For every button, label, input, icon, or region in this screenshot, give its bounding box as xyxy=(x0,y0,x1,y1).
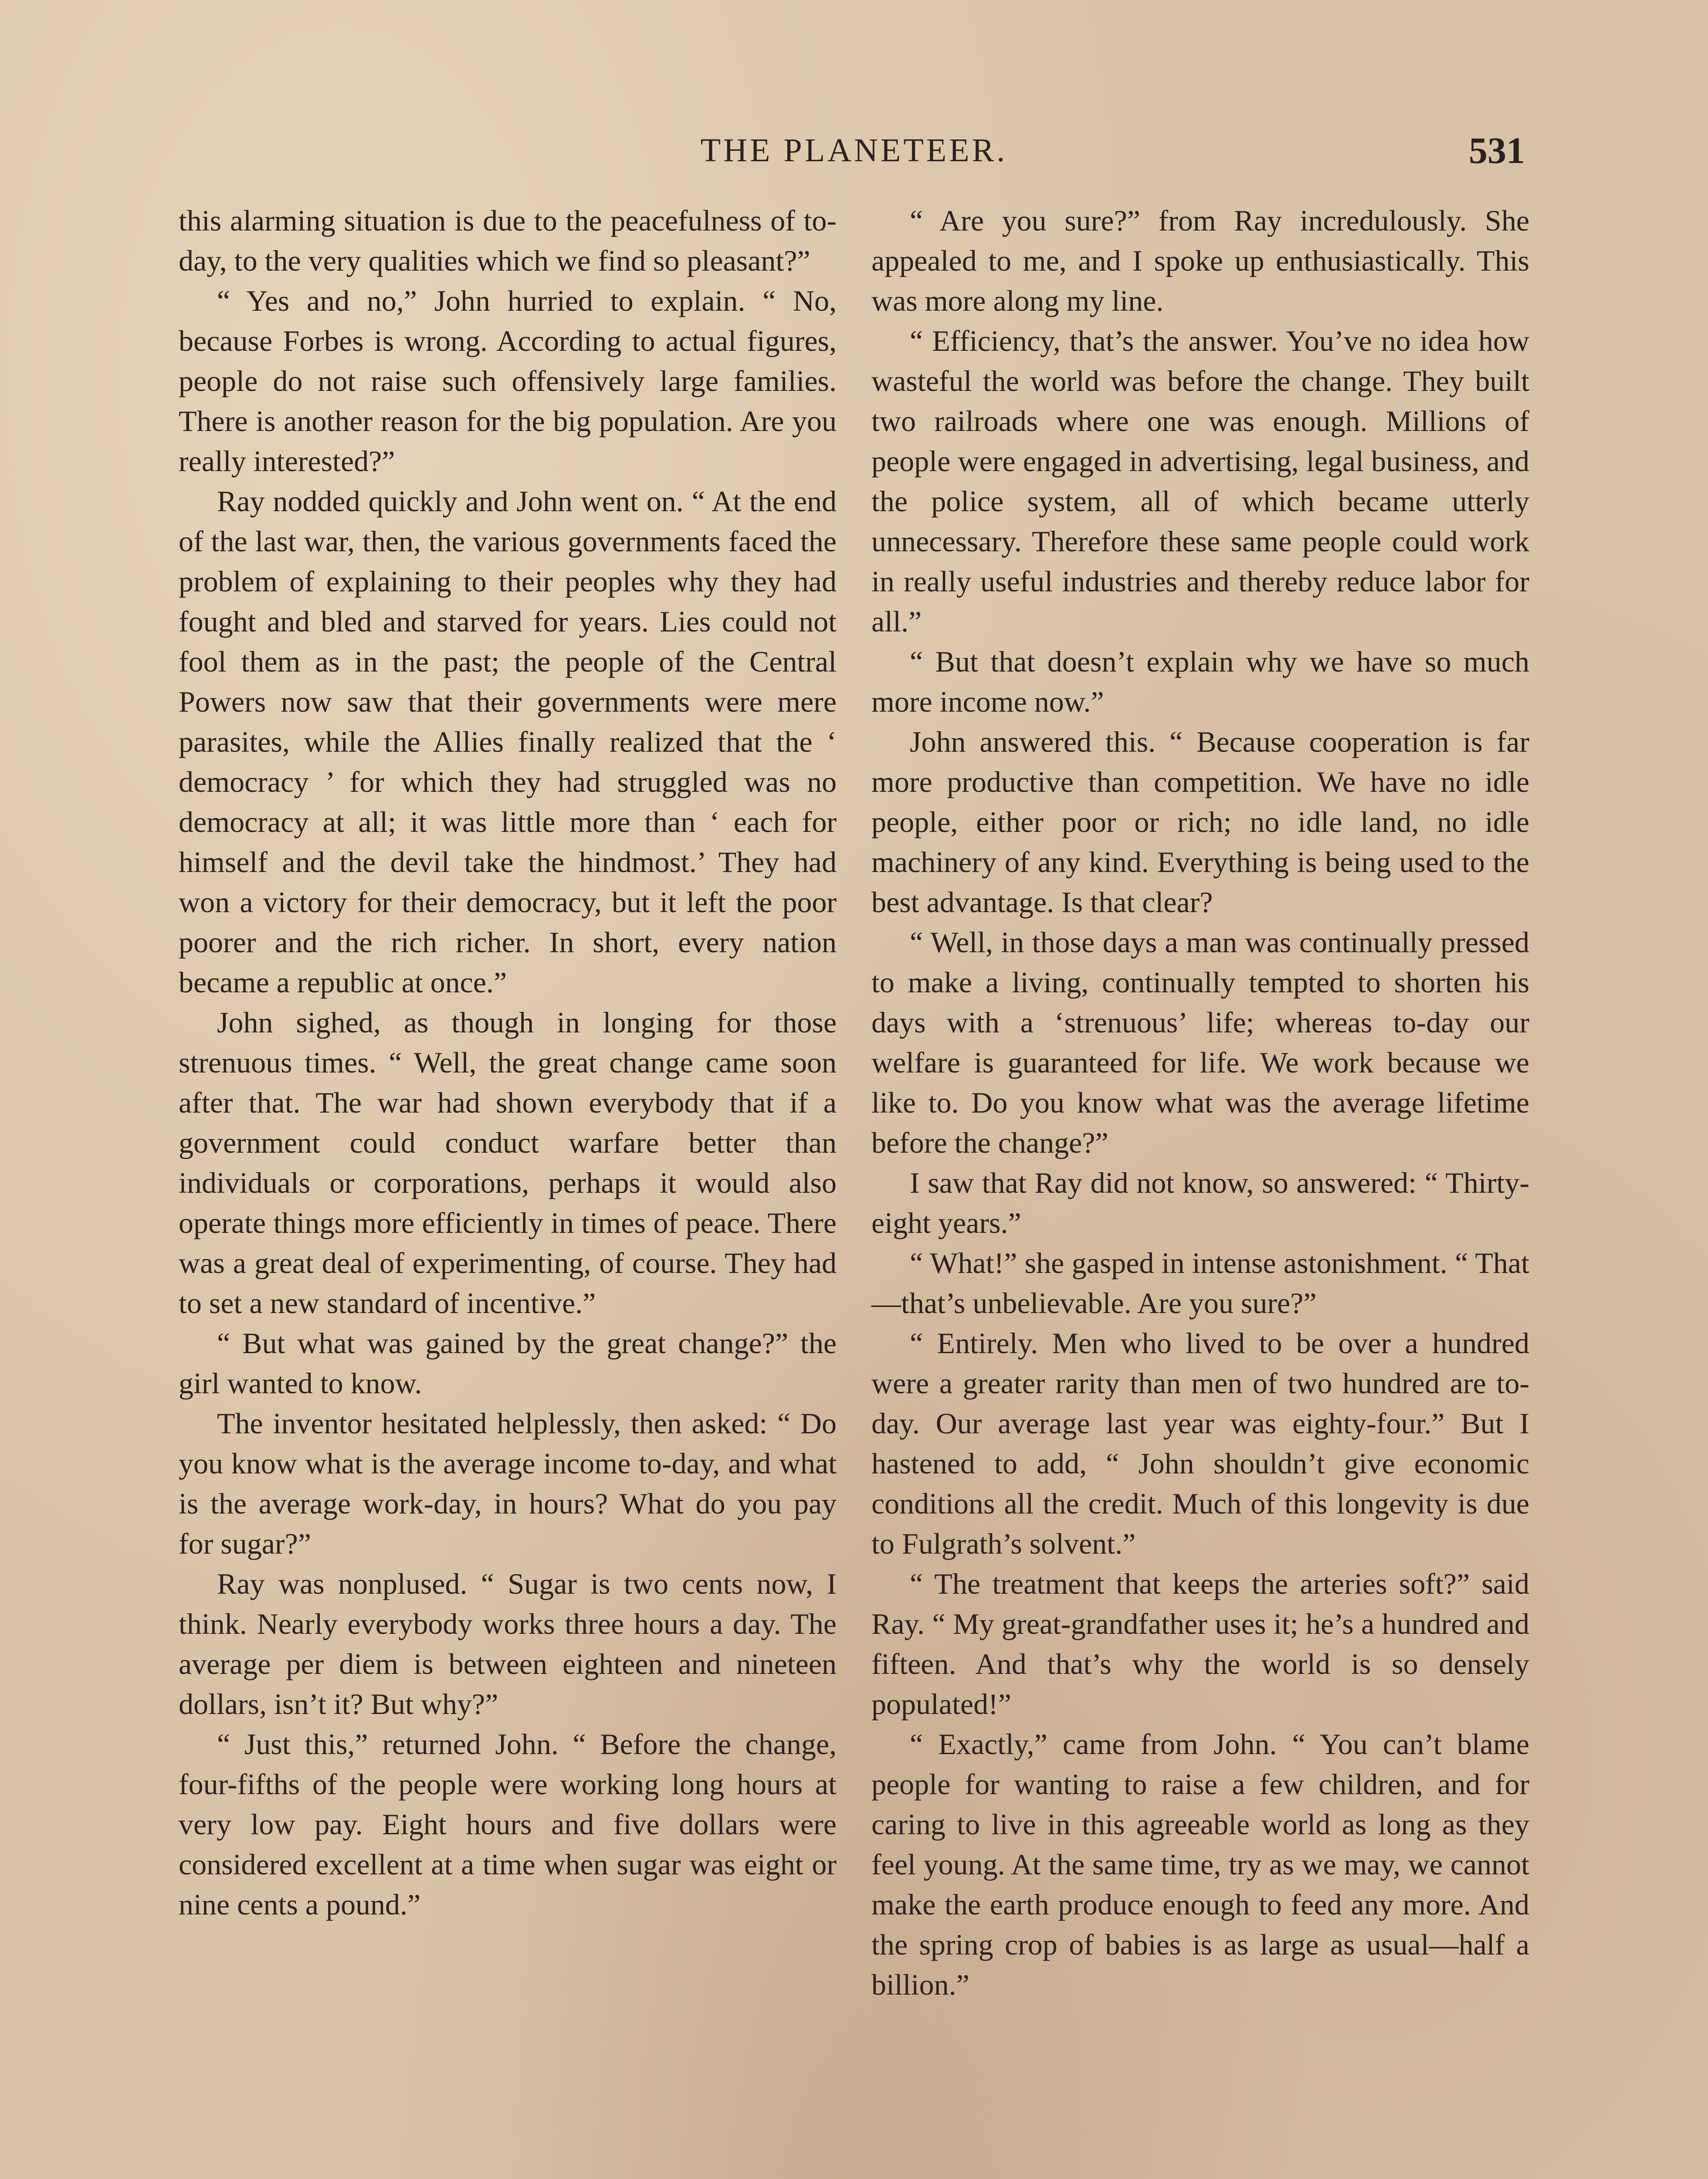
paragraph: “ But what was gained by the great change?” the girl wanted to know. xyxy=(179,1327,837,1400)
paragraph: this alarming situation is due to the peacefulness of to-day, to the very qualities which we find so pleasant?” xyxy=(179,204,837,277)
paragraph: “ Yes and no,” John hurried to explain. “ No, because Forbes is wrong. According to actual figures, people do not raise such offensively large families. There is another reason for the big population. Are you really interested?” xyxy=(179,284,837,478)
paragraph: Ray was nonplused. “ Sugar is two cents now, I think. Nearly everybody works three hours a day. The average per diem is between eighteen and nineteen dollars, isn’t it? But why?” xyxy=(179,1567,837,1721)
right-column xyxy=(871,200,1529,2005)
paragraph: “ Are you sure?” from Ray incredulously. She appealed to me, and I spoke up enthusiastically. This was more along my line. xyxy=(871,204,1529,317)
paragraph: John sighed, as though in longing for those strenuous times. “ Well, the great change came soon after that. The war had shown everybody that if a government could conduct warfare better than individuals or corporations, perhaps it would also operate things more efficiently in times of peace. There was a great deal of experimenting, of course. They had to set a new standard of incentive.” xyxy=(179,1006,837,1320)
paragraph: I saw that Ray did not know, so answered: “ Thirty-eight years.” xyxy=(871,1166,1529,1239)
paragraph: “ But that doesn’t explain why we have so much more income now.” xyxy=(871,645,1529,718)
paragraph: Ray nodded quickly and John went on. “ At the end of the last war, then, the various governments faced the problem of explaining to their peoples why they had fought and bled and starved for years. Lies could not fool them as in the past; the people of the Central Powers now saw that their governments were mere parasites, while the Allies finally realized that the ‘ democracy ’ for which they had struggled was no democracy at all; it was little more than ‘ each for himself and the devil take the hindmost.’ They had won a victory for their democracy, but it left the poor poorer and the rich richer. In short, every nation became a republic at once.” xyxy=(179,485,837,999)
paragraph: “ Entirely. Men who lived to be over a hundred were a greater rarity than men of two hundred are to-day. Our average last year was eighty-four.” But I hastened to add, “ John shouldn’t give economic conditions all the credit. Much of this longevity is due to Fulgrath’s solvent.” xyxy=(871,1327,1529,1560)
paragraph: John answered this. “ Because cooperation is far more productive than competition. We have no idle people, either poor or rich; no idle land, no idle machinery of any kind. Everything is being used to the best advantage. Is that clear? xyxy=(871,725,1529,919)
running-header xyxy=(0,126,1708,174)
paragraph: “ Exactly,” came from John. “ You can’t blame people for wanting to raise a few children, and for caring to live in this agreeable world as long as they feel young. At the same time, try as we may, we cannot make the earth produce enough to feed any more. And the spring crop of babies is as large as usual—half a billion.” xyxy=(871,1728,1529,2001)
paragraph: “ What!” she gasped in intense astonishment. “ That—that’s unbelievable. Are you sure?” xyxy=(871,1246,1529,1320)
paragraph: “ Efficiency, that’s the answer. You’ve no idea how wasteful the world was before the change. They built two railroads where one was enough. Millions of people were engaged in advertising, legal business, and the police system, all of which became utterly unnecessary. Therefore these same people could work in really useful industries and thereby reduce labor for all.” xyxy=(871,324,1529,638)
page-number: 531 xyxy=(1469,129,1525,171)
paragraph: “ Well, in those days a man was continually pressed to make a living, continually tempted to shorten his days with a ‘strenuous’ life; whereas to-day our welfare is guaranteed for life. We work because we like to. Do you know what was the average lifetime before the change?” xyxy=(871,926,1529,1159)
left-column xyxy=(179,200,837,1924)
paragraph: “ Just this,” returned John. “ Before the change, four-fifths of the people were working long hours at very low pay. Eight hours and five dollars were considered excellent at a time when sugar was eight or nine cents a pound.” xyxy=(179,1728,837,1921)
running-title: THE PLANETEER. xyxy=(700,132,1008,169)
paragraph: “ The treatment that keeps the arteries soft?” said Ray. “ My great-grandfather uses it; he’s a hundred and fifteen. And that’s why the world is so densely populated!” xyxy=(871,1567,1529,1721)
paragraph: The inventor hesitated helplessly, then asked: “ Do you know what is the average income to-day, and what is the average work-day, in hours? What do you pay for sugar?” xyxy=(179,1407,837,1560)
